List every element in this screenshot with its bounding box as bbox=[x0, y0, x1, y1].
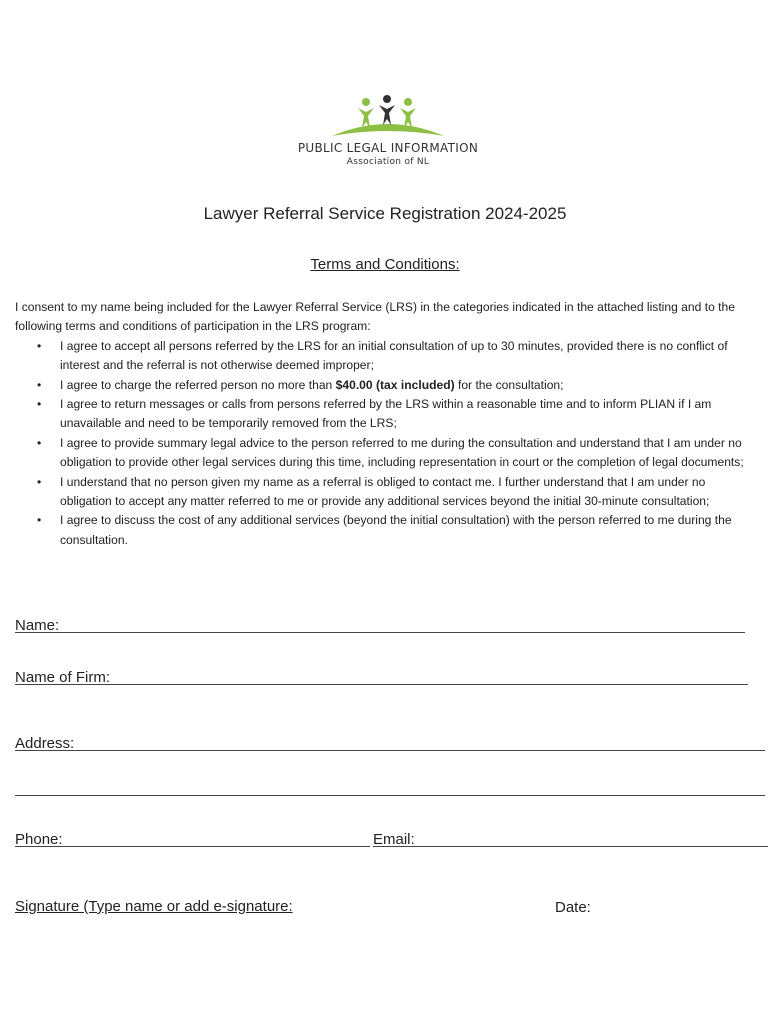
bullet: • bbox=[37, 377, 42, 392]
bullet: • bbox=[37, 338, 42, 353]
list-item: • I agree to provide summary legal advice to the person referred to me during the consultation and understand that I am under no obligation to provide other legal services during this time, including representation in court or the completion of legal documents; bbox=[37, 435, 744, 470]
address-label: Address: bbox=[15, 735, 75, 752]
terms-list bbox=[15, 337, 770, 550]
org-subtitle: Association of NL bbox=[346, 157, 430, 167]
document-title: Lawyer Referral Service Registration 2024-2025 bbox=[203, 204, 567, 223]
email-label: Email: bbox=[373, 831, 415, 848]
list-item: • I agree to accept all persons referred by the LRS for an initial consultation of up to 30 minutes, provided there is no conflict of interest and the referral is not otherwise deemed improper; bbox=[37, 338, 728, 373]
list-item: • I understand that no person given my name as a referral is obliged to contact me. I further understand that I am under no obligation to accept any matter referred to me or provide any additional services beyond the initial 30-minute consultation; bbox=[37, 474, 710, 509]
bullet: • bbox=[37, 435, 42, 450]
intro-paragraph: I consent to my name being included for the Lawyer Referral Service (LRS) in the categories indicated in the attached listing and to the following terms and conditions of participation in the LRS program: bbox=[15, 300, 735, 334]
phone-field[interactable] bbox=[15, 828, 370, 847]
three-people-on-hill-icon bbox=[328, 94, 448, 140]
name-label: Name: bbox=[15, 617, 60, 634]
organization-logo bbox=[288, 94, 488, 174]
signature-label[interactable]: Signature (Type name or add e-signature: bbox=[15, 898, 293, 915]
list-item: • I agree to charge the referred person no more than $40.00 (tax included) for the consultation; bbox=[15, 376, 760, 395]
fee-amount: $40.00 (tax included) bbox=[335, 377, 455, 392]
firm-field[interactable] bbox=[15, 666, 748, 685]
address-field-line-1[interactable] bbox=[15, 732, 765, 751]
terms-body bbox=[15, 298, 770, 550]
bullet: • bbox=[37, 474, 42, 489]
firm-label: Name of Firm: bbox=[15, 669, 111, 686]
list-item: • I agree to discuss the cost of any additional services (beyond the initial consultation) with the person referred to me during the consultation. bbox=[37, 513, 732, 547]
date-label[interactable]: Date: bbox=[555, 899, 591, 916]
org-name: PUBLIC LEGAL INFORMATION bbox=[297, 141, 479, 155]
address-field-line-2[interactable] bbox=[15, 777, 765, 796]
email-field[interactable] bbox=[373, 828, 768, 847]
bullet: • bbox=[37, 513, 42, 528]
bullet: • bbox=[37, 397, 42, 412]
name-field[interactable] bbox=[15, 614, 745, 633]
list-item: • I agree to return messages or calls from persons referred by the LRS within a reasonable time and to inform PLIAN if I am unavailable and need to be temporarily removed from the LRS; bbox=[37, 397, 712, 431]
phone-label: Phone: bbox=[15, 831, 63, 848]
terms-heading: Terms and Conditions: bbox=[310, 256, 460, 273]
